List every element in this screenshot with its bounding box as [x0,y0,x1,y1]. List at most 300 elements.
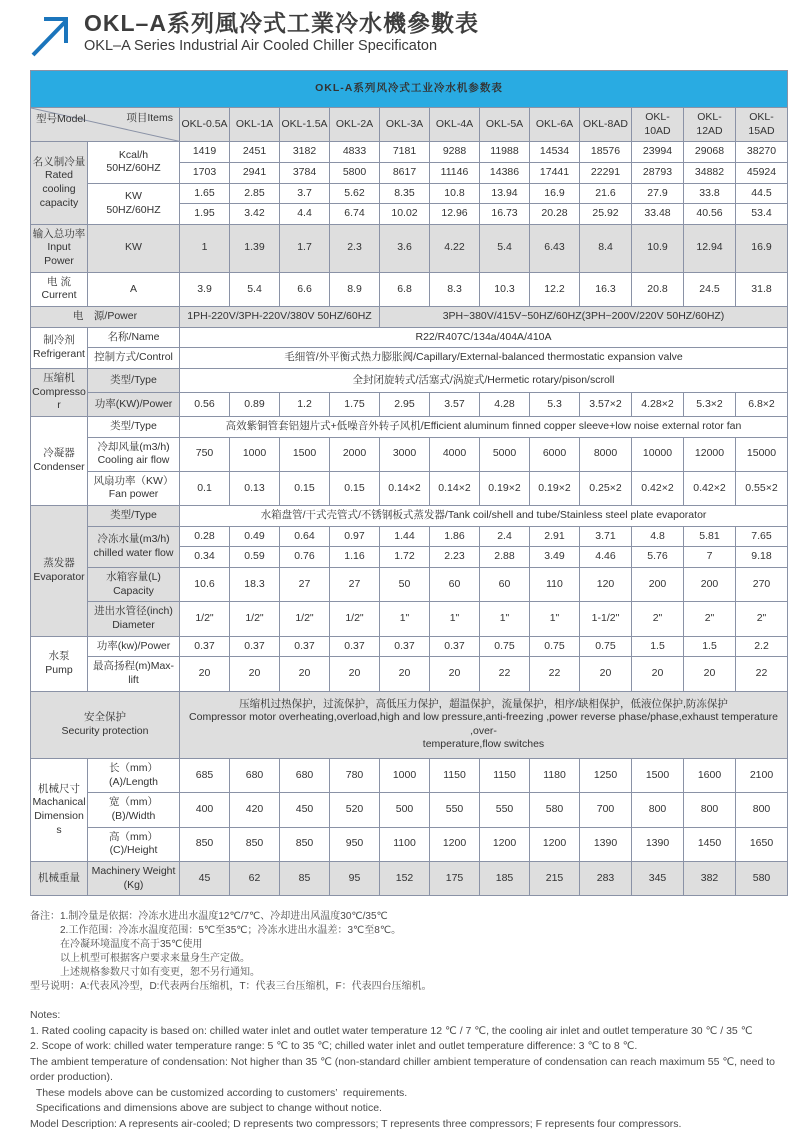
corner-model-label: 型号Model [36,113,86,125]
spec-value-cell: 0.56 [180,392,230,416]
model-header-cell: OKL-3A [380,108,430,142]
spec-value-cell: 580 [736,861,788,895]
spec-value-cell: 0.25×2 [580,471,632,505]
row-merged-label: 安全保护 Security protection [31,691,180,759]
spec-value-cell: 7 [684,547,736,568]
spec-value-cell: 1.5 [684,636,736,657]
spec-value-cell: 1000 [380,759,430,793]
row-condenser-type [31,416,788,437]
spec-value-cell: 8.35 [380,183,430,204]
spec-value-cell: 152 [380,861,430,895]
spec-value-cell: 85 [280,861,330,895]
spec-value-cell: 9.18 [736,547,788,568]
spec-value-cell: 1180 [530,759,580,793]
row-group-label: 蒸发器 Evaporator [31,506,88,636]
spec-value-cell: 850 [280,827,330,861]
spec-value-cell: 4.46 [580,547,632,568]
row-fan-power [31,471,788,505]
spec-value-cell: 450 [280,793,330,827]
spec-value-cell: 1390 [580,827,632,861]
row-evaporator-type [31,506,788,527]
page-title-zh: OKL–A系列風冷式工業冷水機參數表 [84,10,479,36]
spec-value-cell: 500 [380,793,430,827]
spec-value-cell: 0.19×2 [480,471,530,505]
spec-value-cell: 33.8 [684,183,736,204]
spec-value-cell: 950 [330,827,380,861]
spec-value-cell: 23994 [632,142,684,163]
row-chilled-water-flow-50hz [31,526,788,547]
spec-value-cell: 21.6 [580,183,632,204]
spec-value-cell: 850 [180,827,230,861]
spec-value-cell: 3.71 [580,526,632,547]
spec-value-cell: 53.4 [736,204,788,225]
row-security-protection [31,691,788,759]
spec-value-cell: 185 [480,861,530,895]
row-sub-label: 类型/Type [88,506,180,527]
spec-value-cell: 0.28 [180,526,230,547]
spec-value-cell: 1.7 [280,224,330,272]
spec-value-cell: 1.16 [330,547,380,568]
note-line: 在冷凝环境温度不高于35℃使用 [30,939,203,951]
spec-value-cell: 120 [580,568,632,602]
spec-value-cell: 2000 [330,437,380,471]
spec-value-cell: 10.8 [430,183,480,204]
note-line: 1. Rated cooling capacity is based on: chilled water inlet and outlet water temperature 12 ℃ / 7 ℃, the cooling air inlet and outlet temperature 30 ℃ / 35 ℃ [30,1024,753,1037]
model-header-cell: OKL-4A [430,108,480,142]
spec-value-cell: 175 [430,861,480,895]
spec-value-cell: 1650 [736,827,788,861]
row-machinery-weight [31,861,788,895]
row-compressor-type [31,368,788,392]
note-line: 型号说明：A:代表风冷型，D:代表两台压缩机，T：代表三台压缩机，F：代表四台压缩机。 [30,981,432,993]
spec-value-cell: 0.14×2 [430,471,480,505]
spec-value-cell: 780 [330,759,380,793]
row-sub-label: 最高扬程(m)Max-lift [88,657,180,691]
spec-value-cell: 1.44 [380,526,430,547]
spec-value-cell: 12.96 [430,204,480,225]
spec-value-cell: 8.3 [430,272,480,306]
spec-value-cell: 3.42 [230,204,280,225]
model-header-cell: OKL-6A [530,108,580,142]
spec-value-cell: 345 [632,861,684,895]
spec-value-cell: 680 [280,759,330,793]
spec-value-cell: 38270 [736,142,788,163]
spec-value-cell: 29068 [684,142,736,163]
row-sub-label: 冷却风量(m3/h) Cooling air flow [88,437,180,471]
spec-value-cell: 45924 [736,162,788,183]
spec-value-cell: 1703 [180,162,230,183]
spec-value-cell: 0.34 [180,547,230,568]
spec-value-cell: 0.37 [180,636,230,657]
spec-value-cell: 50 [380,568,430,602]
spec-value-cell: 6.74 [330,204,380,225]
span-value: 压缩机过热保护，过流保护，高低压力保护，超温保护，流量保护，相序/缺相保护，低液位保护,防冻保护 Compressor motor overheating,overload,high and low pressure,anti-freezing ,power reverse phase/phase,exhaust temperature ,over- temperature,flow switches [180,691,788,759]
spec-value-cell: 200 [632,568,684,602]
note-line: Notes: [30,1009,61,1022]
spec-value-cell: 44.5 [736,183,788,204]
spec-value-cell: 420 [230,793,280,827]
spec-value-cell: 0.75 [480,636,530,657]
spec-value-cell: 800 [736,793,788,827]
row-pump-power [31,636,788,657]
row-rated-cooling-kcal-50hz [31,142,788,163]
model-header-cell: OKL-8AD [580,108,632,142]
spec-value-cell: 382 [684,861,736,895]
row-compressor-power [31,392,788,416]
spec-value-cell: 520 [330,793,380,827]
spec-value-cell: 3.49 [530,547,580,568]
corner-items-label: 项目Items [126,112,173,124]
spec-value-cell: 2451 [230,142,280,163]
spec-value-cell: 31.8 [736,272,788,306]
spec-value-cell: 5000 [480,437,530,471]
spec-value-cell: 1600 [684,759,736,793]
spec-value-cell: 5800 [330,162,380,183]
spec-value-cell: 20 [632,657,684,691]
spec-value-cell: 1.86 [430,526,480,547]
span-value: R22/R407C/134a/404A/410A [180,327,788,348]
note-line: Model Description: A represents air-cooled; D represents two compressors; T represents three compressors; F represents four compressors. [30,1117,682,1130]
spec-value-cell: 45 [180,861,230,895]
note-line: The ambient temperature of condensation: Not higher than 35 ℃ (non-standard chiller ambient temperature of condensation can reach maximum 55 ℃, need to order production). [30,1055,778,1084]
row-sub-label: Kcal/h 50HZ/60HZ [88,142,180,183]
spec-value-cell: 685 [180,759,230,793]
span-value: 水箱盘管/干式壳管式/不锈钢板式蒸发器/Tank coil/shell and tube/Stainless steel plate evaporator [180,506,788,527]
spec-value-cell: 700 [580,793,632,827]
spec-value-cell: 1" [480,602,530,636]
model-header-cell: OKL-1.5A [280,108,330,142]
spec-value-cell: 0.37 [430,636,480,657]
row-group-label: 电 流 Current [31,272,88,306]
row-sub-label: 宽（mm）(B)/Width [88,793,180,827]
spec-value-cell: 1.72 [380,547,430,568]
spec-value-cell: 0.64 [280,526,330,547]
spec-value-cell: 1" [530,602,580,636]
row-group-label: 水泵 Pump [31,636,88,691]
row-group-label: 名义制冷量 Rated cooling capacity [31,142,88,225]
row-group-label: 输入总功率 Input Power [31,224,88,272]
spec-value-cell: 1/2" [280,602,330,636]
spec-value-cell: 22 [736,657,788,691]
spec-value-cell: 11988 [480,142,530,163]
spec-value-cell: 17441 [530,162,580,183]
spec-value-cell: 15000 [736,437,788,471]
spec-value-cell: 0.59 [230,547,280,568]
note-line: 2. Scope of work: chilled water temperature range: 5 ℃ to 35 ℃; chilled water inlet and outlet temperature difference: 3 ℃ to 8 ℃. [30,1040,638,1053]
spec-value-cell: 1000 [230,437,280,471]
spec-value-cell: 1.5 [632,636,684,657]
spec-value-cell: 0.55×2 [736,471,788,505]
spec-value-cell: 40.56 [684,204,736,225]
spec-value-cell: 8617 [380,162,430,183]
model-header-row [31,108,788,142]
spec-value-cell: 0.75 [530,636,580,657]
spec-value-cell: 10000 [632,437,684,471]
spec-value-cell: 27.9 [632,183,684,204]
spec-value-cell: 20 [180,657,230,691]
spec-value-cell: 0.37 [230,636,280,657]
row-sub-label: 功率(KW)/Power [88,392,180,416]
row-sub-label: 水箱容量(L) Capacity [88,568,180,602]
row-sub-label: 名称/Name [88,327,180,348]
spec-value-cell: 20 [380,657,430,691]
spec-value-cell: 6.8 [380,272,430,306]
spec-value-cell: 1.2 [280,392,330,416]
spec-value-cell: 4.4 [280,204,330,225]
row-dimension-length [31,759,788,793]
row-sub-label: 高（mm）(C)/Height [88,827,180,861]
arrow-up-right-icon [28,10,78,60]
spec-value-cell: 24.5 [684,272,736,306]
row-sub-label: 控制方式/Control [88,348,180,369]
spec-value-cell: 12.94 [684,224,736,272]
title-block [84,10,479,54]
span-value: 毛细管/外平衡式热力膨胀阀/Capillary/External-balanced thermostatic expansion valve [180,348,788,369]
spec-value-cell: 22 [530,657,580,691]
spec-value-cell: 10.6 [180,568,230,602]
span-value: 全封闭旋转式/活塞式/涡旋式/Hermetic rotary/pison/scroll [180,368,788,392]
row-sub-label: 进出水管径(inch) Diameter [88,602,180,636]
spec-value-cell: 22291 [580,162,632,183]
spec-value-cell: 10.02 [380,204,430,225]
spec-value-cell: 1 [180,224,230,272]
spec-value-cell: 16.9 [736,224,788,272]
spec-value-cell: 27 [330,568,380,602]
spec-value-cell: 8.9 [330,272,380,306]
spec-value-cell: 750 [180,437,230,471]
spec-value-cell: 62 [230,861,280,895]
spec-value-cell: 20 [230,657,280,691]
spec-value-cell: 0.13 [230,471,280,505]
spec-value-cell: 16.3 [580,272,632,306]
spec-value-cell: 8000 [580,437,632,471]
row-sub-label: KW 50HZ/60HZ [88,183,180,224]
spec-value-cell: 18.3 [230,568,280,602]
spec-value-cell: 14534 [530,142,580,163]
notes-en [30,1008,789,1132]
model-header-cell: OKL-2A [330,108,380,142]
note-line: 以上机型可根据客户要求来量身生产定做。 [30,953,250,965]
spec-value-cell: 5.4 [230,272,280,306]
spec-value-cell: 1.95 [180,204,230,225]
spec-value-cell: 800 [684,793,736,827]
spec-value-cell: 1200 [480,827,530,861]
spec-value-cell: 850 [230,827,280,861]
spec-value-cell: 3.6 [380,224,430,272]
spec-value-cell: 1/2" [180,602,230,636]
spec-value-cell: 20 [330,657,380,691]
spec-value-cell: 3784 [280,162,330,183]
spec-value-cell: 14386 [480,162,530,183]
spec-value-cell: 0.42×2 [684,471,736,505]
row-input-power [31,224,788,272]
spec-value-cell: 6.8×2 [736,392,788,416]
span-value: 1PH-220V/3PH-220V/380V 50HZ/60HZ [180,307,380,328]
spec-value-cell: 1200 [430,827,480,861]
spec-value-cell: 0.89 [230,392,280,416]
row-sub-label: 类型/Type [88,368,180,392]
spec-value-cell: 0.19×2 [530,471,580,505]
spec-value-cell: 18576 [580,142,632,163]
spec-value-cell: 0.76 [280,547,330,568]
spec-value-cell: 2.88 [480,547,530,568]
span-value: 高效紫铜管套铝翅片式+低噪音外转子风机/Efficient aluminum finned copper sleeve+low noise external rotor fan [180,416,788,437]
model-header-cell: OKL-1A [230,108,280,142]
row-sub-label: 功率(kw)/Power [88,636,180,657]
spec-value-cell: 1390 [632,827,684,861]
spec-value-cell: 4833 [330,142,380,163]
row-power-source [31,307,788,328]
spec-value-cell: 2.4 [480,526,530,547]
spec-value-cell: 2.95 [380,392,430,416]
note-line: Specifications and dimensions above are subject to change without notice. [30,1102,382,1115]
row-group-label: 冷凝器 Condenser [31,416,88,505]
spec-value-cell: 1/2" [330,602,380,636]
row-sub-label: 类型/Type [88,416,180,437]
spec-value-cell: 34882 [684,162,736,183]
spec-value-cell: 3.9 [180,272,230,306]
model-header-cell: OKL-5A [480,108,530,142]
spec-value-cell: 1419 [180,142,230,163]
spec-value-cell: 12000 [684,437,736,471]
spec-value-cell: 95 [330,861,380,895]
spec-value-cell: 3000 [380,437,430,471]
row-pipe-diameter [31,602,788,636]
notes-zh [30,910,789,994]
row-cooling-air-flow [31,437,788,471]
spec-value-cell: 1450 [684,827,736,861]
spec-value-cell: 6000 [530,437,580,471]
spec-value-cell: 3.57 [430,392,480,416]
spec-value-cell: 580 [530,793,580,827]
row-dimension-height [31,827,788,861]
spec-table [30,70,788,896]
spec-value-cell: 283 [580,861,632,895]
row-group-label: 机械尺寸 Machanical Dimensions [31,759,88,862]
document-header [0,6,789,66]
spec-value-cell: 2" [684,602,736,636]
row-sub-label: A [88,272,180,306]
spec-value-cell: 27 [280,568,330,602]
spec-value-cell: 25.92 [580,204,632,225]
spec-value-cell: 4.28×2 [632,392,684,416]
row-dimension-width [31,793,788,827]
model-header-cell: OKL-15AD [736,108,788,142]
spec-value-cell: 1500 [632,759,684,793]
spec-value-cell: 0.15 [280,471,330,505]
spec-value-cell: 10.9 [632,224,684,272]
row-refrigerant-control [31,348,788,369]
spec-value-cell: 3.57×2 [580,392,632,416]
spec-value-cell: 9288 [430,142,480,163]
corner-diagonal-cell [31,108,180,142]
spec-value-cell: 2.23 [430,547,480,568]
spec-value-cell: 7.65 [736,526,788,547]
spec-value-cell: 1" [380,602,430,636]
note-line: These models above can be customized according to customers’ requirements. [30,1086,408,1099]
spec-value-cell: 20.28 [530,204,580,225]
spec-value-cell: 1250 [580,759,632,793]
spec-value-cell: 7181 [380,142,430,163]
spec-value-cell: 2941 [230,162,280,183]
note-line: 备注：1.制冷量是依据：冷冻水进出水温度12℃/7℃、冷却进出风温度30℃/35℃ [30,911,388,923]
spec-value-cell: 8.4 [580,224,632,272]
row-refrigerant-name [31,327,788,348]
spec-value-cell: 0.42×2 [632,471,684,505]
spec-value-cell: 1-1/2" [580,602,632,636]
row-tank-capacity [31,568,788,602]
spec-value-cell: 1.65 [180,183,230,204]
spec-value-cell: 20 [280,657,330,691]
spec-value-cell: 28793 [632,162,684,183]
row-group-label: 机械重量 [31,861,88,895]
note-line: 上述规格参数尺寸如有变更，恕不另行通知。 [30,967,260,979]
model-header-cell: OKL-10AD [632,108,684,142]
spec-value-cell: 4.28 [480,392,530,416]
spec-value-cell: 33.48 [632,204,684,225]
row-sub-label: 冷冻水量(m3/h) chilled water flow [88,526,180,567]
spec-value-cell: 6.6 [280,272,330,306]
spec-value-cell: 12.2 [530,272,580,306]
spec-value-cell: 0.97 [330,526,380,547]
span-value: 3PH~380V/415V~50HZ/60HZ(3PH~200V/220V 50HZ/60HZ) [380,307,788,328]
spec-value-cell: 5.4 [480,224,530,272]
table-banner-title: OKL-A系列风冷式工业冷水机参数表 [31,71,788,108]
page-title-en: OKL–A Series Industrial Air Cooled Chiller Specificaton [84,38,438,55]
spec-value-cell: 400 [180,793,230,827]
spec-value-cell: 4000 [430,437,480,471]
row-merged-label: 电 源/Power [31,307,180,328]
row-group-label: 制冷剂 Refrigerant [31,327,88,368]
spec-value-cell: 2" [632,602,684,636]
note-line: 2.工作范围：冷冻水温度范围：5℃至35℃；冷冻水进出水温差：3℃至8℃。 [30,925,402,937]
spec-value-cell: 1" [430,602,480,636]
row-pump-max-lift [31,657,788,691]
spec-value-cell: 2.91 [530,526,580,547]
spec-value-cell: 3182 [280,142,330,163]
spec-value-cell: 20 [580,657,632,691]
spec-value-cell: 2.3 [330,224,380,272]
row-sub-label: 风扇功率（KW） Fan power [88,471,180,505]
spec-value-cell: 0.37 [280,636,330,657]
row-sub-label: KW [88,224,180,272]
spec-value-cell: 2.85 [230,183,280,204]
spec-value-cell: 20 [684,657,736,691]
spec-value-cell: 1/2" [230,602,280,636]
spec-value-cell: 0.15 [330,471,380,505]
spec-value-cell: 2" [736,602,788,636]
spec-value-cell: 270 [736,568,788,602]
model-header-cell: OKL-12AD [684,108,736,142]
spec-value-cell: 550 [480,793,530,827]
row-sub-label: 长（mm）(A)/Length [88,759,180,793]
spec-value-cell: 5.3×2 [684,392,736,416]
row-rated-cooling-kw-50hz [31,183,788,204]
spec-value-cell: 11146 [430,162,480,183]
spec-value-cell: 0.37 [330,636,380,657]
spec-value-cell: 680 [230,759,280,793]
spec-value-cell: 0.75 [580,636,632,657]
spec-value-cell: 20.8 [632,272,684,306]
spec-value-cell: 6.43 [530,224,580,272]
spec-value-cell: 3.7 [280,183,330,204]
spec-value-cell: 1100 [380,827,430,861]
spec-value-cell: 4.22 [430,224,480,272]
spec-value-cell: 1.75 [330,392,380,416]
spec-value-cell: 13.94 [480,183,530,204]
spec-value-cell: 5.76 [632,547,684,568]
spec-value-cell: 5.3 [530,392,580,416]
